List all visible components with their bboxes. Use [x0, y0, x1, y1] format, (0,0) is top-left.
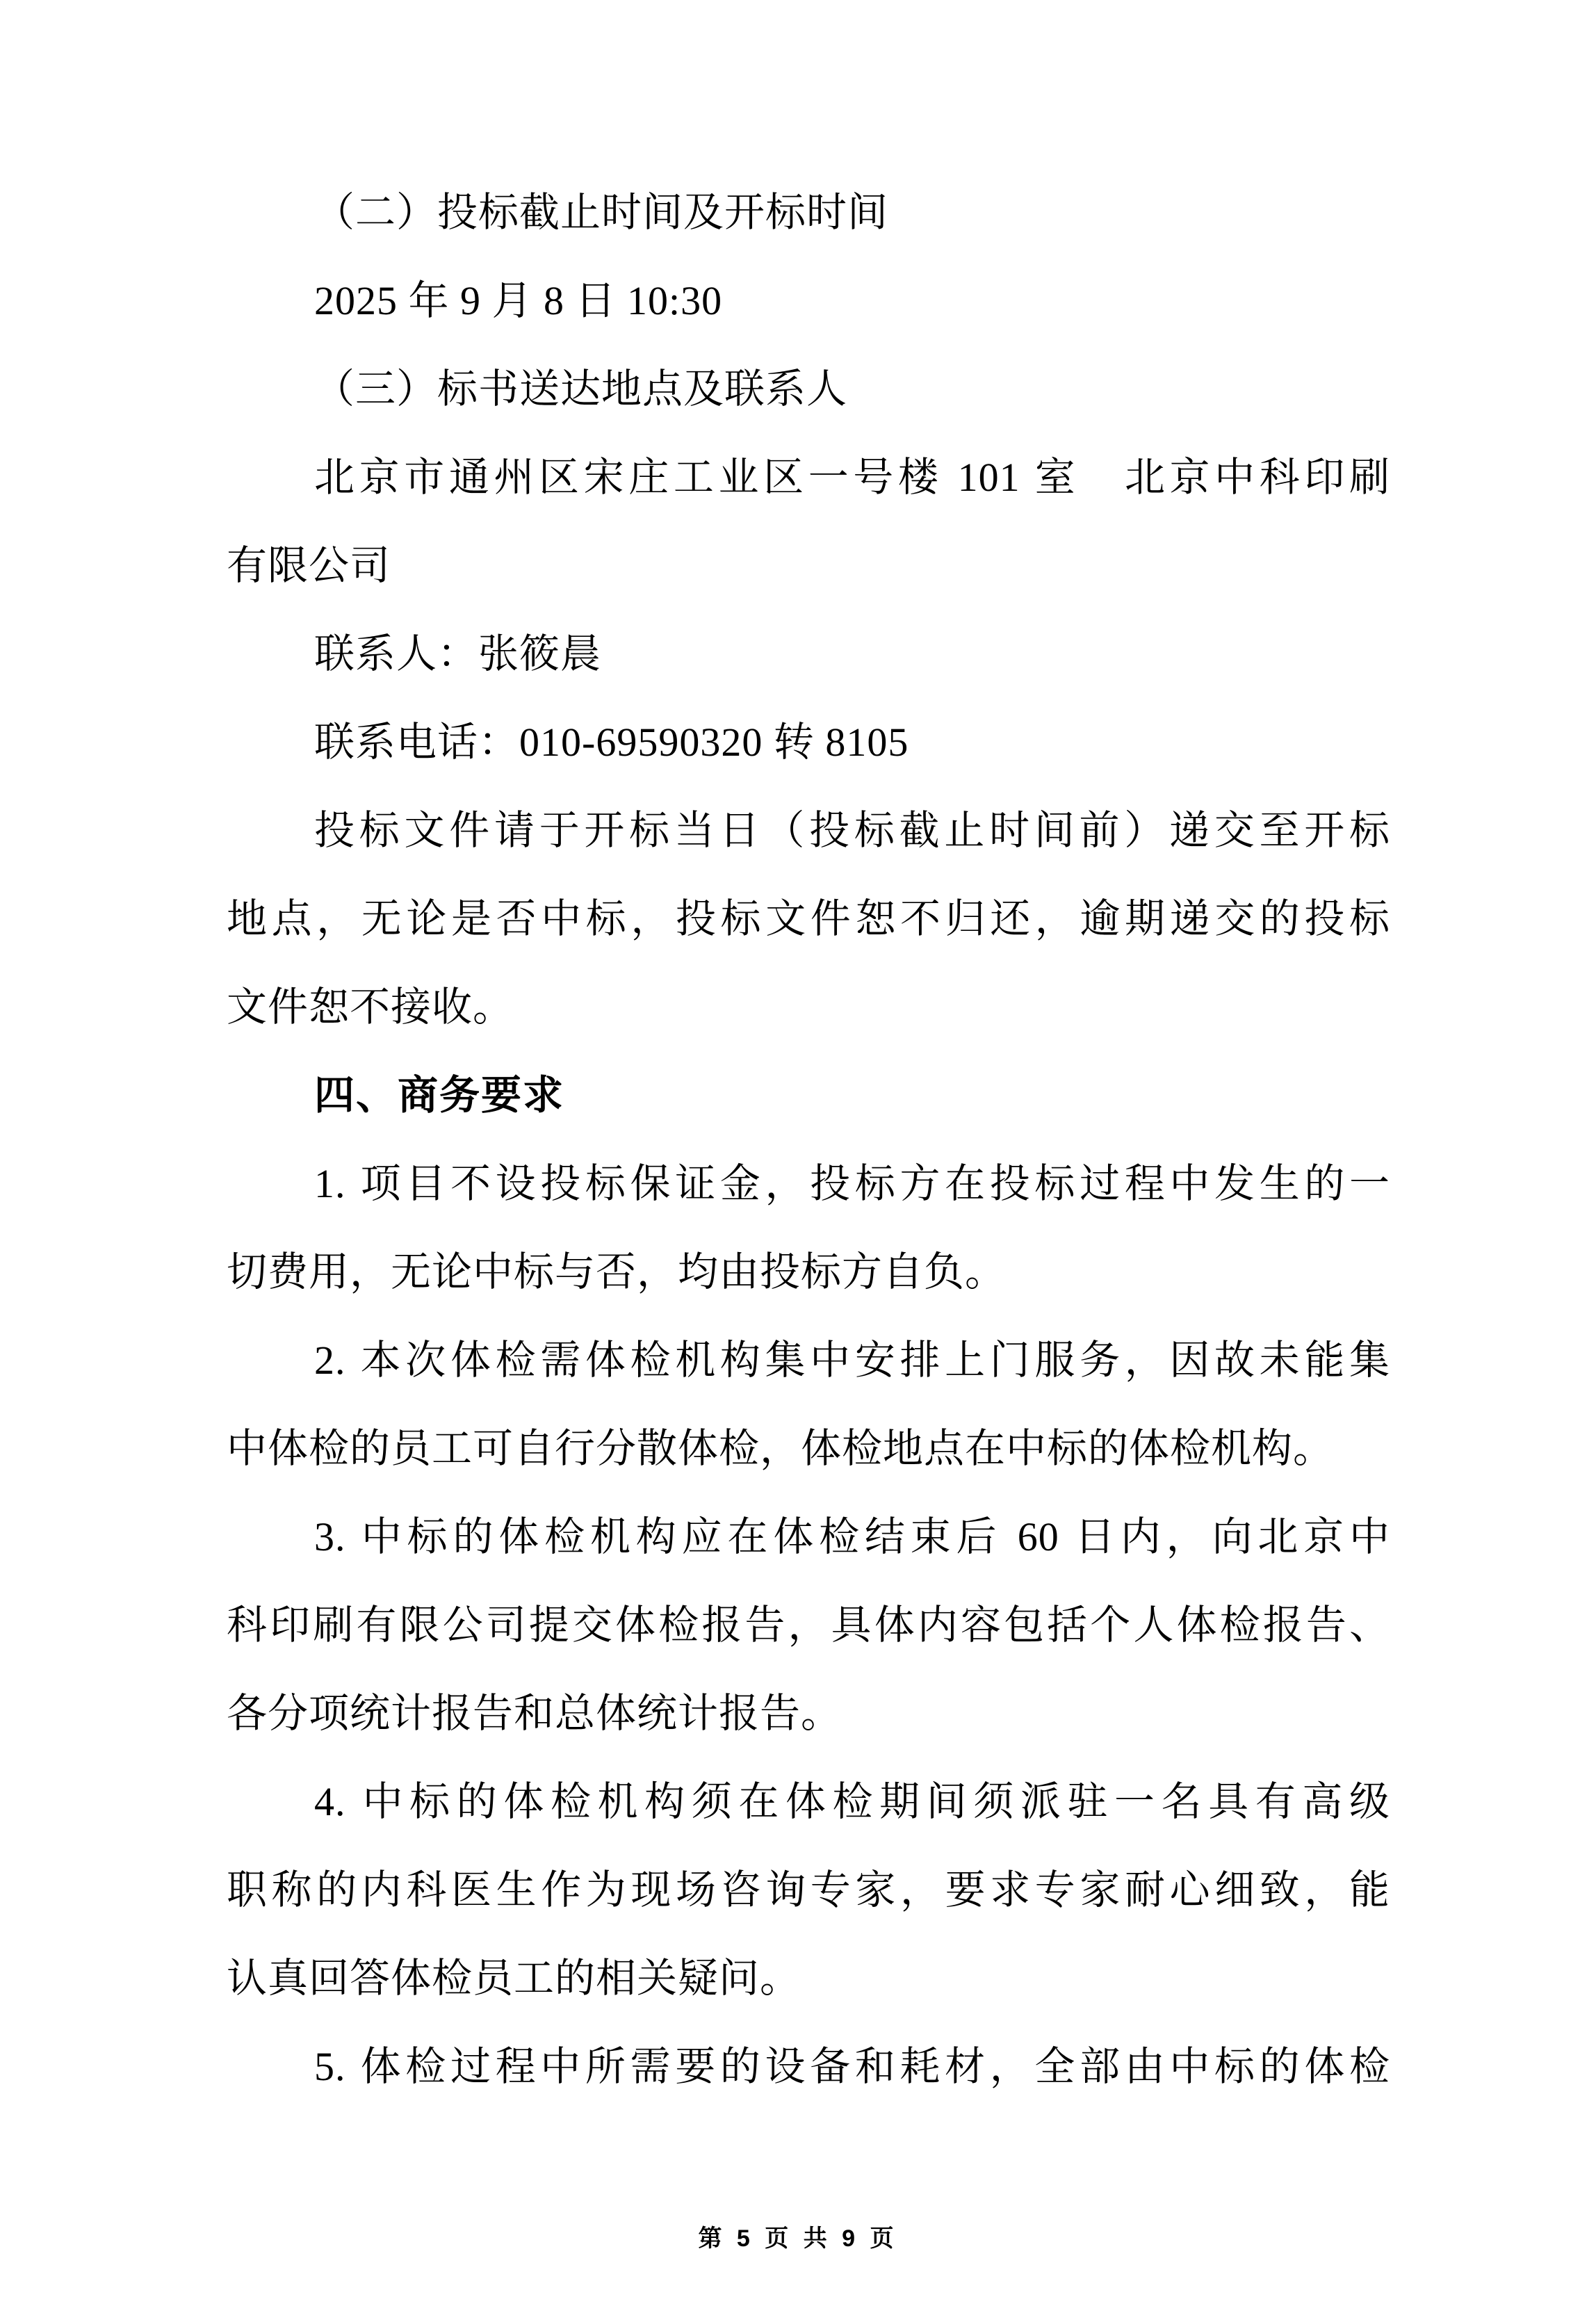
text-line: 联系人：张筱晨 [314, 631, 602, 676]
text-line: 3. 中标的体检机构应在体检结束后 60 日内，向北京中 [314, 1514, 1390, 1559]
text-line: 中体检的员工可自行分散体检，体检地点在中标的体检机构。 [227, 1426, 1335, 1471]
text-line: 文件恕不接收。 [227, 984, 514, 1030]
text-line: 科印刷有限公司提交体检报告，具体内容包括个人体检报告、 [227, 1602, 1390, 1648]
text-line: 投标文件请于开标当日（投标截止时间前）递交至开标 [314, 808, 1390, 853]
text-line: 4. 中标的体检机构须在体检期间须派驻一名具有高级 [314, 1779, 1390, 1824]
text-line: 5. 体检过程中所需要的设备和耗材，全部由中标的体检 [314, 2044, 1390, 2089]
document-body [227, 168, 1390, 2111]
page-footer: 第 5 页 共 9 页 [698, 2225, 898, 2252]
text-line: 有限公司 [227, 543, 391, 588]
section-heading: 四、商务要求 [314, 1073, 565, 1118]
text-line: 认真回答体检员工的相关疑问。 [227, 1956, 801, 2001]
text-line: 1. 项目不设投标保证金，投标方在投标过程中发生的一 [314, 1161, 1390, 1206]
text-line: 职称的内科医生作为现场咨询专家，要求专家耐心细致，能 [227, 1867, 1390, 1913]
text-line: 联系电话：010-69590320 转 8105 [314, 720, 909, 765]
text-line: （二）投标截止时间及开标时间 [314, 190, 889, 235]
text-line: 各分项统计报告和总体统计报告。 [227, 1691, 842, 1736]
text-line: 切费用，无论中标与否，均由投标方自负。 [227, 1249, 1007, 1294]
text-line: 2. 本次体检需体检机构集中安排上门服务，因故未能集 [314, 1338, 1390, 1383]
text-line: 地点，无论是否中标，投标文件恕不归还，逾期递交的投标 [227, 896, 1390, 941]
text-line: 北京市通州区宋庄工业区一号楼 101 室 北京中科印刷 [314, 455, 1390, 500]
text-line: 2025 年 9 月 8 日 10:30 [314, 278, 723, 323]
text-line: （三）标书送达地点及联系人 [314, 366, 848, 412]
